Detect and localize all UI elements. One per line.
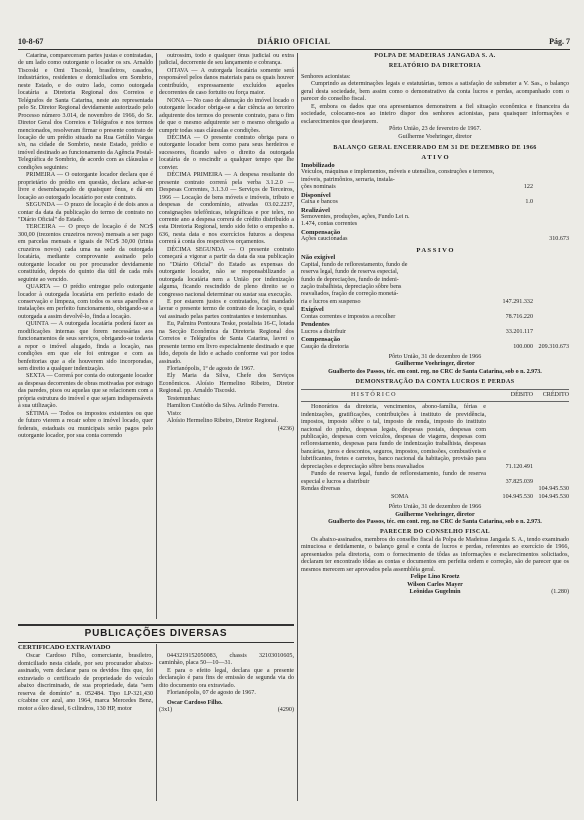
report-place-date: Pôrto União, 23 de fevereiro de 1967. (388, 126, 482, 133)
contract-paragraph: E por estarem justos e contratados, foi mandado lavrar o presente termo de contrato de locação, o qual vai assinado pelas partes contratantes e testemunhas. (159, 298, 294, 320)
report-body: E, embora os dados que ora apresentamos demonstrem a fiel situação econômica e financeira da sociedade, colocamo-nos ao inteiro dispor dos senhores acionistas, para quaisquer informações e esclarecimentos que desejarem. (301, 103, 569, 125)
contract-paragraph: SÉTIMA — Todos os impostos existentes ou que de futuro vierem a recair sobre o imóvel locado, quer federais, estaduais ou municipais serão pagos pelo outorgante locador, por sua conta correndo (18, 410, 153, 440)
contract-paragraph: SEGUNDA — O prazo de locação é de dois anos a contar da data da publicação do termo de contrato no "Diário Oficial" do Estado. (18, 202, 153, 223)
balance-signature: Guilherme Voehringer, diretor (395, 361, 475, 368)
capital-line: reserva legal, fundo de reserva especial, (301, 269, 399, 276)
contract-paragraph: NONA — No caso de alienação do imóvel locado o outorgante locador obriga-se a dar ciência ao terceiro adquirente dos termos do presente contrato, para o fim de que o mesmo adquirente ser o mesmo obrigado a cumprir todas suas cláusulas e condições. (159, 97, 294, 134)
contract-column-1 (18, 53, 153, 619)
contract-paragraph: Florianópolis, 1º de agosto de 1967. (167, 366, 255, 373)
lucros-line: Lucros a distribuir 33.201.117 (301, 328, 533, 335)
dre-signature: Gualberto dos Passos, téc. em cont. reg. no CRC de Santa Catarina, sob o n. 2.973. (328, 518, 542, 525)
contract-paragraph: QUARTA — O prédio entregue pelo outorgante locador à outorgada locatária em perfeito estado de conservação e limpeza, com todos os seus aparelhos e instalações em perfeito funcionamento, obrigando-se a outorgada a assim devolvê-lo, finda a locação. (18, 284, 153, 320)
exigivel-heading: Exigível (301, 306, 324, 314)
imobilizado-heading: Imobilizado (301, 161, 335, 169)
nao-exigivel-heading: Não exigível (301, 254, 336, 262)
report-signature: Guilherme Voehringer, diretor (398, 133, 472, 140)
parecer-signature: Felipe Lino Kroetz (410, 574, 460, 581)
certificate-notice (18, 644, 153, 804)
balance-place-date: Pôrto União, 31 de dezembro de 1966 (388, 353, 482, 360)
realizavel-line: 1.474, contas correntes (301, 221, 358, 228)
reference-number: (4236) (277, 425, 294, 432)
contract-paragraph: outrossim, todo e qualquer ônus judicial ou extra judicial, decorrente de seu lançamento e cobrança. (159, 53, 294, 67)
certificate-ref-b: (4290) (277, 707, 294, 714)
contract-paragraph: Aloísio Hermelino Ribeiro, Diretor Regional. (167, 418, 279, 425)
certificate-signature: Oscar Cardoso Filho. (167, 699, 223, 706)
certificate-text: E para o efeito legal, declara que a presente declaração é para fins de emissão de segunda via do dito documento ora extraviado. (159, 667, 294, 689)
dre-title: DEMONSTRAÇÃO DA CONTA LUCROS E PERDAS (355, 379, 515, 386)
passivo-heading: P A S S I V O (416, 246, 454, 254)
pendentes-heading: Pendentes (301, 321, 330, 329)
balance-title: BALANÇO GERAL ENCERRADO EM 31 DE DEZEMBRO DE 1966 (333, 144, 537, 151)
contract-paragraph: Eu, Palmira Pontoura Teske, postalista 16-C, lotada na Secção Econômica da Diretoria Regional dos Correios e Telégrafos de Santa Catarina, lavrei o presente termo em livro especialmente destinado e que lido, depois de lido e achado conforme vai por todos assinado. (159, 321, 294, 365)
certificate-date: Florianópolis, 07 de agosto de 1967. (167, 690, 256, 697)
caixa-line: Caixa e bancos 1.0 (301, 199, 533, 206)
contract-paragraph: Hamilton Custódio da Silva. Arlindo Ferreira. (167, 403, 279, 410)
contract-paragraph: OITAVA — A outorgada locatária somente será responsável pelos danos materiais para os quais houver contribuído, expressamente excluídos aqueles decorrentes de caso fortuito ou força maior. (159, 67, 294, 97)
certificate-text: Oscar Cardoso Filho, comerciante, brasileiro, domiciliado nesta cidade, por seu procurador abaixo-assinado, vem declarar para os devidos fins que, foi extraviado o certificado de propriedade do veículo abaixo discriminado, de sua propriedade, data "sem reserva de domínio" n. 052484. Tipo LP-321,430 c/cabine cor azul, ano 1964, marca Mercedes Benz, motor a óleo diesel, 6 cilindros, 130 HP, motor (18, 653, 153, 712)
certificate-notice-continued (159, 653, 294, 803)
divider (301, 401, 569, 402)
certificate-refs (159, 707, 294, 714)
contract-paragraph: TERCEIRA — O preço de locação é de NCr$ 300,00 (trezentos cruzeiros novos) mensais a ser pago em parcelas mensais e iguais de NCr$ 30,00 (trinta cruzeiros novos) cada uma na sede da outorgada locatária, mediante comprovante assinado pelo outorgante locador ou por procurador devidamente constituído, depois do quinto dia útil de cada mês seguinte ao vencido. (18, 224, 153, 283)
acoes-line: Ações caucionadas 310.673 (301, 236, 569, 243)
dre-reserves: Fundo de reserva legal, fundo de reflorestamento, fundo de reserva especial e lucros a distribuir 37.825.039 (301, 471, 533, 485)
report-title: RELATÓRIO DA DIRETORIA (388, 63, 482, 70)
page-header (18, 37, 570, 50)
capital-line: zação trabalhista, depreciação sôbre bens (301, 283, 402, 290)
company-report (301, 53, 569, 801)
column-divider (156, 644, 157, 801)
capital-line: Capital, fundo de reflorestamento, fundo de (301, 261, 408, 268)
dre-place-date: Pôrto União, 31 de dezembro de 1966 (388, 504, 482, 511)
realizavel-line: Semoventes, produções, ações, Fundo Lei n. (301, 214, 410, 220)
parecer-last-signature: Leônidas Gugelmin (1.280) (409, 589, 569, 596)
balance-signature: Gualberto dos Passos, téc. em cont. reg. no CRC de Santa Catarina, sob o n. 2.973. (328, 368, 542, 375)
report-body: Cumprindo as determinações legais e estatutárias, temos a satisfação de submeter a V. Sas., o balanço geral desta sociedade, bem assim como o demonstrativo da conta lucros e perdas, acompanhado com o parecer do conselho fiscal. (301, 81, 569, 103)
header-page-number: Pág. 7 (549, 37, 570, 46)
contract-column-2 (159, 53, 294, 619)
contract-paragraph: Testemunhas: (167, 395, 201, 402)
contract-paragraph: QUINTA — A outorgada locatária poderá fazer as modificações internas que forem necessárias aos funcionamentos de seus serviços, obrigando-se todavia a repor o imóvel alugado, finda a locação, nas condições em que ele foi entregue e com as benfeitorias que a ele houverem sido incorporadas, sem direito a qualquer indenização. (18, 321, 153, 373)
ativo-line: Veículos, máquinas e implementos, móveis e utensílios, construções e terrenos, (301, 169, 495, 176)
contract-paragraph: DÉCIMA — O presente contrato obriga para o outorgante locador bem como para seus herdeiros e sucessores, ficando salvo o direito da outorgada locatária de o rescindir a qualquer tempo que lhe convier. (159, 134, 294, 171)
caucao-line: Caução da diretoria 100.000 209.310.673 (301, 343, 569, 350)
dre-column-headers: H I S T Ó R I C O DÉBITO CRÉDITO (351, 391, 569, 398)
certificate-heading: CERTIFICADO EXTRAVIADO (18, 644, 111, 651)
ativo-line: imóveis, patrimônios, serraria, instala- (301, 176, 395, 183)
capital-line: fundo de depreciações, fundo de indeni- (301, 276, 399, 283)
section-heading-publicacoes: PUBLICAÇÕES DIVERSAS (18, 624, 294, 643)
compensacao-heading: Compensação (301, 228, 341, 236)
header-publication: DIÁRIO OFICIAL (257, 37, 331, 46)
certificate-ref-a: (3x1) (159, 707, 173, 714)
capital-line: reavaliados, fração de correção monetá- (301, 291, 399, 298)
header-date: 10-8-67 (18, 37, 44, 46)
ativo-line: ções nominais 122 (301, 184, 533, 191)
contract-paragraph: Catarina, compareceram partes justas e contratadas, de um lado como outorgante o locador os srs. Arnaldo Tiscoski e Omi Tiscoski, brasileiros, casados, industriários, residentes e domiciliados em Sombrio, neste Estado, e do outro lado, como outorgada locatária a Diretoria Regional dos Correios e Telégrafos de Santa Catarina, neste ato representada pelo Sr. Diretor Regional devidamente autorizado pelo Processo número 3.014, de novembro de 1966, do Sr. Diretor Geral dos Correios e Telégrafos e nos termos mencionados, resolveram firmar o presente contrato de locação de um prédio situado na Rua Getúlio Vargas s/n, na cidade de Sombrio, neste Estado, prédio e imóvel destinado ao funcionamento da Agência Postal-Telegráfica de Sombrio, de acordo com as cláusulas e condições seguintes: (18, 53, 153, 171)
contract-paragraph: DÉCIMA PRIMEIRA — A despesa resultante do presente contrato correrá pela verba 3.1.2.0 — Despesas Correntes, 3.1.3.0 — Serviços de Terceiros, 1966 — Locação de bens móveis e imóveis, tributo e despesas de condomínio, ativadas 03.02.2237, consignações telefônicas, telegráficas e por telex, no corrente ano a despesa correrá de crédito distribuído a esta Diretoria Regional, tendo sido feito o empenho n. 636, nesta data e nos exercícios futuros a despesa correrá à conta dos respectivos orçamentos. (159, 172, 294, 246)
soma-line: SOMA 104.945.530 104.945.530 (391, 493, 569, 500)
compensacao-heading: Compensação (301, 336, 341, 344)
contract-paragraph: PRIMEIRA — O outorgante locador declara que é proprietário do prédio em questão, declara achar-se livre e desembaraçado de quaisquer ônus, e dá em locação ao outorgado locatário por este contrato. (18, 172, 153, 201)
column-divider (156, 53, 157, 619)
ativo-heading: A T I V O (421, 154, 449, 162)
certificate-text: 0443219152050083, chassis 32103010605, caminhão, placa 50—10—31. (159, 653, 294, 667)
divider (301, 389, 569, 390)
parecer-signature: Wilson Carlos Mayer (407, 581, 463, 588)
dre-signature: Guilherme Voehringer, diretor (395, 511, 475, 518)
contract-paragraph: Visto: (167, 410, 182, 417)
contract-paragraph: Ely Maria da Silva, Chefe dos Serviços Econômicos. Aloísio Hermelino Ribeiro, Diretor Regional. pp. Arnaldo Tiscoski. (159, 373, 294, 395)
contas-line: Contas correntes e impostos a recolher 78.716.220 (301, 313, 533, 320)
realizavel-heading: Realizável (301, 206, 330, 214)
parecer-body: Os abaixo-assinados, membros do conselho fiscal da Polpa de Madeiras Jangada S. A., tendo examinado minuciosa e detidamente, o balanço geral e conta de lucros e perdas, referentes ao exercício de 1966, apresentados pela diretoria, com o fornecimento de tôdas as informações e esclarecimentos solicitados, declaram ter encontrado tôdas as contas e documentos em perfeita ordem e correção, são de parecer que os mesmos merecem ser aprovados pela assembléia geral. (301, 536, 569, 573)
capital-line: ria e lucros em suspenso 147.291.332 (301, 298, 533, 305)
rendas-line: Rendas diversas 104.945.530 (301, 486, 569, 493)
parecer-title: PARECER DO CONSELHO FISCAL (379, 529, 490, 536)
company-name: POLPA DE MADEIRAS JANGADA S. A. (374, 53, 496, 59)
dre-expenses: Honorários da diretoria, vencimentos, abono-família, férias e indenizações, gratificações, contribuições à instituto de previdência, impostos, imposto sôbre o tal, imposto de renda, imposto do instituto nacional do pinho, despesas legais, despesas postais, despesas com publicação, despesas com veículos, despesas de viagens, despesas com reflorestamento, despesas para fundo de indenização trabalhista, despesas bancárias, juros e descontos, seguros, impostos, comissões, combustíveis e lubrificantes, fretes e carretos, banco nacional da habitação, provisão para depreciações e depreciação sôbre bens reavaliados 71.120.491 (301, 404, 533, 470)
contract-paragraph: DÉCIMA SEGUNDA — O presente contrato começará a vigorar a partir da data da sua publicação no "Diário Oficial" do Estado as expensas do outorgante locador, não se responsabilizando a outorgada locatária nem a União por indenização alguma, ficando rescindido de pleno direito se o congresso nacional determinar ou sustar sua execução. (159, 246, 294, 298)
column-divider (297, 53, 298, 801)
disponivel-heading: Disponível (301, 191, 331, 199)
contract-paragraph: SEXTA — Correrá por conta do outorgante locador as despesas decorrentes de obras motivadas por estrago das paredes, pisos ou aquelas que se relacionem com a própria estrutura do imóvel e que sejam indispensáveis à sua utilização. (18, 373, 153, 410)
report-salutation: Senhores acionistas: (301, 73, 351, 80)
